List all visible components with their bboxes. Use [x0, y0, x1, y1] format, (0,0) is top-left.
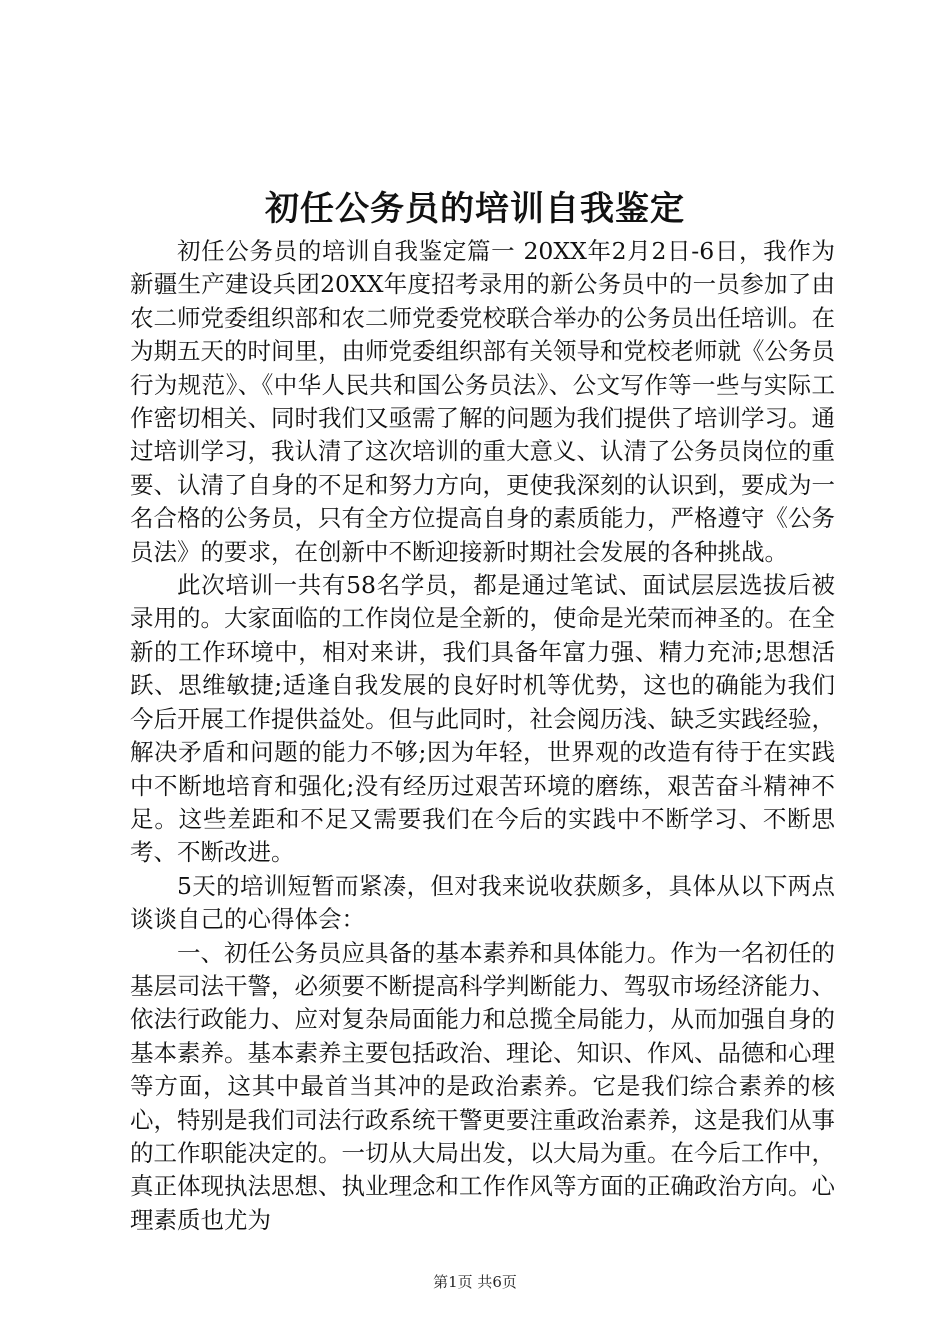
paragraph: 初任公务员的培训自我鉴定篇一 20XX年2月2日-6日，我作为新疆生产建设兵团20XX年度招考录用的新公务员中的一员参加了由农二师党委组织部和农二师党委党校联合举办的公务员出任培训。在为期五天的时间里，由师党委组织部有关领导和党校老师就《公务员行为规范》、《中华人民共和国公务员法》、公文写作等一些与实际工作密切相关、同时我们又亟需了解的问题为我们提供了培训学习。通过培训学习，我认清了这次培训的重大意义、认清了公务员岗位的重要、认清了自身的不足和努力方向，更使我深刻的认识到，要成为一名合格的公务员，只有全方位提高自身的素质能力，严格遵守《公务员法》的要求，在创新中不断迎接新时期社会发展的各种挑战。: [130, 237, 835, 566]
paragraph: 5天的培训短暂而紧凑，但对我来说收获颇多，具体从以下两点谈谈自己的心得体会：: [130, 871, 835, 934]
document-title: 初任公务员的培训自我鉴定: [265, 189, 685, 229]
paragraph: 此次培训一共有58名学员，都是通过笔试、面试层层选拔后被录用的。大家面临的工作岗位是全新的，使命是光荣而神圣的。在全新的工作环境中，相对来讲，我们具备年富力强、精力充沛;思想活跃、思维敏捷;适逢自我发展的良好时机等优势，这也的确能为我们今后开展工作提供益处。但与此同时，社会阅历浅、缺乏实践经验，解决矛盾和问题的能力不够;因为年轻，世界观的改造有待于在实践中不断地培育和强化;没有经历过艰苦环境的磨练，艰苦奋斗精神不足。这些差距和不足又需要我们在今后的实践中不断学习、不断思考、不断改进。: [130, 571, 835, 867]
document-body: [130, 235, 835, 1237]
paragraph: 一、初任公务员应具备的基本素养和具体能力。作为一名初任的基层司法干警，必须要不断提高科学判断能力、驾驭市场经济能力、依法行政能力、应对复杂局面能力和总揽全局能力，从而加强自身的基本素养。基本素养主要包括政治、理论、知识、作风、品德和心理等方面，这其中最首当其冲的是政治素养。它是我们综合素养的核心，特别是我们司法行政系统干警更要注重政治素养，这是我们从事的工作职能决定的。一切从大局出发，以大局为重。在今后工作中，真正体现执法思想、执业理念和工作作风等方面的正确政治方向。心理素质也尤为: [130, 938, 835, 1234]
page-footer: 第1页 共6页: [433, 1273, 517, 1291]
